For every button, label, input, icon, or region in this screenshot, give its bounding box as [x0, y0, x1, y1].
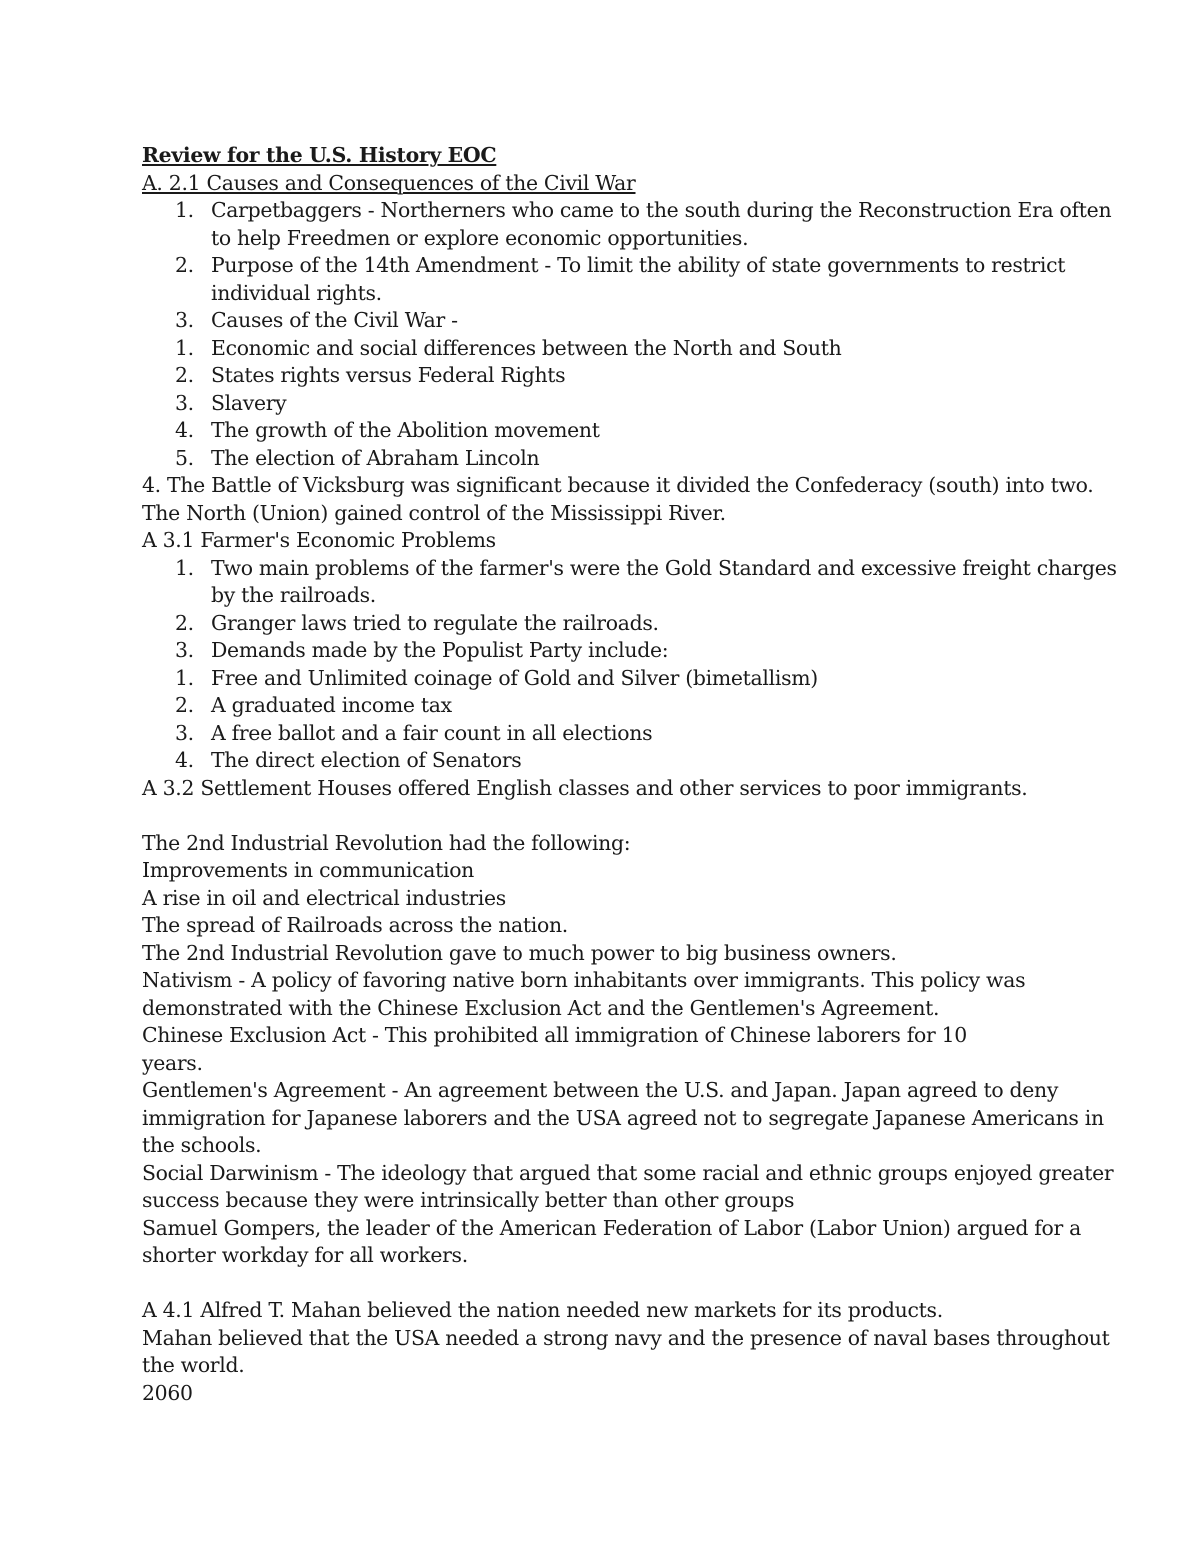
populist-demands-list — [142, 665, 1082, 775]
list-text: Economic and social differences between the North and South — [211, 335, 842, 360]
page-number: 2060 — [142, 1380, 193, 1405]
list-item — [142, 747, 1082, 775]
list-text: Demands made by the Populist Party include: — [211, 638, 669, 662]
paragraph-line: years. — [142, 1050, 203, 1075]
list-number: 5. — [175, 445, 194, 470]
paragraph-line: demonstrated with the Chinese Exclusion Act and the Gentlemen's Agreement. — [142, 995, 940, 1020]
list-item — [142, 610, 1082, 638]
paragraph-line: Social Darwinism - The ideology that argued that some racial and ethnic groups enjoyed greater — [142, 1160, 1114, 1185]
document-title: Review for the U.S. History EOC — [142, 143, 497, 167]
paragraph-line: the schools. — [142, 1133, 262, 1157]
paragraph-line: shorter workday for all workers. — [142, 1243, 468, 1267]
list-item — [142, 555, 1117, 583]
list-item — [142, 720, 1082, 748]
farmer-list — [142, 555, 1117, 665]
list-number: 3. — [175, 308, 194, 332]
paragraph-line: success because they were intrinsically better than other groups — [142, 1188, 795, 1212]
paragraph-line: the world. — [142, 1353, 245, 1377]
paragraph-line: Nativism - A policy of favoring native born inhabitants over immigrants. This policy was — [142, 968, 1026, 992]
paragraph-line: The 2nd Industrial Revolution gave to much power to big business owners. — [142, 940, 897, 965]
list-text: The growth of the Abolition movement — [211, 418, 600, 442]
list-item — [142, 335, 1082, 363]
list-number: 4. — [175, 418, 194, 442]
list-text: A free ballot and a fair count in all elections — [211, 720, 653, 745]
list-text: Granger laws tried to regulate the railroads. — [211, 610, 659, 635]
paragraph-line: 4. The Battle of Vicksburg was significant because it divided the Confederacy (south) into two. — [142, 473, 1094, 497]
list-item — [142, 307, 1082, 335]
list-item — [142, 445, 1082, 473]
industrial-section — [142, 830, 1114, 1270]
list-text: Carpetbaggers - Northerners who came to the south during the Reconstruction Era often — [211, 198, 1112, 222]
list-text: Causes of the Civil War - — [211, 308, 458, 332]
list-number: 1. — [175, 335, 194, 360]
paragraph-line: immigration for Japanese laborers and the USA agreed not to segregate Japanese Americans in — [142, 1105, 1104, 1130]
section-heading-a21: A. 2.1 Causes and Consequences of the Civil War — [142, 170, 636, 195]
list-item — [142, 197, 1112, 225]
paragraph-line: A 4.1 Alfred T. Mahan believed the nation needed new markets for its products. — [142, 1298, 943, 1322]
paragraph-line: Chinese Exclusion Act - This prohibited all immigration of Chinese laborers for 10 — [142, 1023, 967, 1047]
list-item-continuation: individual rights. — [211, 280, 382, 305]
blank-line — [142, 1270, 1082, 1298]
list-number: 2. — [175, 693, 194, 717]
paragraph-line: Mahan believed that the USA needed a strong navy and the presence of naval bases throughout — [142, 1325, 1110, 1350]
paragraph-line: A 3.2 Settlement Houses offered English classes and other services to poor immigrants. — [142, 775, 1028, 800]
list-number: 3. — [175, 390, 194, 415]
paragraph-line: Samuel Gompers, the leader of the American Federation of Labor (Labor Union) argued for a — [142, 1215, 1081, 1240]
list-number: 2. — [175, 363, 194, 387]
list-number: 2. — [175, 253, 194, 277]
list-item-continuation: by the railroads. — [211, 583, 376, 607]
list-item — [142, 692, 1082, 720]
list-text: The election of Abraham Lincoln — [211, 445, 540, 470]
list-item — [142, 390, 1082, 418]
list-text: A graduated income tax — [211, 693, 452, 717]
list-text: Purpose of the 14th Amendment - To limit the ability of state governments to restrict — [211, 253, 1066, 277]
paragraph-line: The North (Union) gained control of the Mississippi River. — [142, 500, 726, 525]
list-number: 2. — [175, 610, 194, 635]
list-item — [142, 417, 1082, 445]
list-item — [142, 252, 1082, 280]
document-page — [142, 142, 1117, 1407]
mahan-section — [142, 1297, 1110, 1407]
paragraph-line: Gentlemen's Agreement - An agreement between the U.S. and Japan. Japan agreed to deny — [142, 1078, 1059, 1102]
list-item — [142, 637, 1082, 665]
list-number: 1. — [175, 555, 194, 580]
list-number: 3. — [175, 720, 194, 745]
list-item-continuation: to help Freedmen or explore economic opportunities. — [211, 225, 749, 250]
list-text: Slavery — [211, 390, 287, 415]
list-text: The direct election of Senators — [211, 748, 522, 772]
paragraph-line: Improvements in communication — [142, 858, 475, 882]
civil-war-causes-list — [142, 335, 1082, 473]
list-number: 1. — [175, 198, 194, 222]
list-item — [142, 362, 1082, 390]
paragraph-line: The spread of Railroads across the nation. — [142, 913, 568, 937]
paragraph-line: The 2nd Industrial Revolution had the following: — [142, 830, 631, 855]
list-text: States rights versus Federal Rights — [211, 363, 566, 387]
blank-line — [142, 802, 1082, 830]
list-number: 1. — [175, 665, 194, 690]
list-number: 3. — [175, 638, 194, 662]
list-text: Two main problems of the farmer's were the Gold Standard and excessive freight charges — [211, 555, 1117, 580]
list-number: 4. — [175, 748, 194, 772]
civil-war-list — [142, 197, 1112, 335]
paragraph-line: A rise in oil and electrical industries — [142, 885, 506, 910]
list-item — [142, 665, 1082, 693]
section-heading-a31: A 3.1 Farmer's Economic Problems — [142, 528, 496, 552]
list-text: Free and Unlimited coinage of Gold and Silver (bimetallism) — [211, 665, 818, 690]
